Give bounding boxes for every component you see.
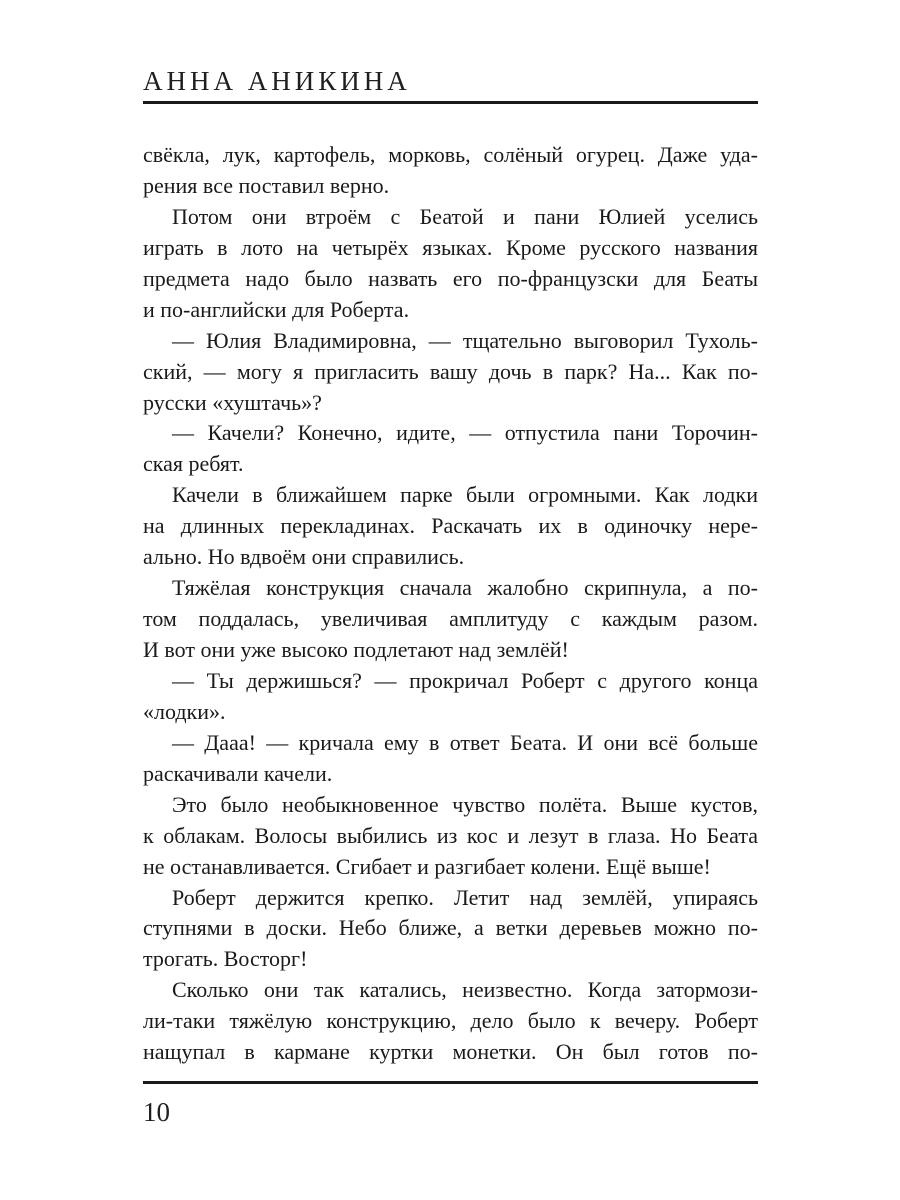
text-line: ская ребят.: [143, 451, 244, 477]
text-line: не останавливается. Сгибает и разгибает колени. Ещё выше!: [143, 853, 711, 879]
text-line: трогать. Восторг!: [143, 946, 308, 972]
text-line: Потом они втроём с Беатой и пани Юлией уселись: [172, 203, 758, 229]
text-line: — Ты держишься? — прокричал Роберт с другого конца: [172, 667, 758, 693]
text-line: ский, — могу я пригласить вашу дочь в парк? На... Как по-: [143, 358, 758, 384]
text-line: Роберт держится крепко. Летит над землёй, упираясь: [172, 884, 758, 910]
text-line: И вот они уже высоко подлетают над землёй!: [143, 637, 569, 662]
text-line: играть в лото на четырёх языках. Кроме русского названия: [143, 234, 758, 260]
text-line: свёкла, лук, картофель, морковь, солёный огурец. Даже уда-: [143, 142, 758, 167]
text-line: ступнями в доски. Небо ближе, а ветки деревьев можно по-: [143, 915, 758, 941]
text-line: ально. Но вдвоём они справились.: [143, 544, 465, 570]
text-line: предмета надо было назвать его по-французски для Беаты: [143, 265, 758, 291]
text-line: — Дааа! — кричала ему в ответ Беата. И они всё больше: [172, 729, 758, 755]
text-line: русски «хуштачь»?: [143, 389, 322, 415]
text-line: рения все поставил верно.: [143, 172, 390, 198]
text-line: нащупал в кармане куртки монетки. Он был готов по-: [143, 1039, 758, 1065]
text-line: Тяжёлая конструкция сначала жалобно скрипнула, а по-: [172, 575, 758, 601]
text-line: на длинных перекладинах. Раскачать их в одиночку нере-: [143, 513, 758, 539]
footer-rule: [143, 1081, 758, 1084]
page-number: 10: [143, 1097, 170, 1127]
text-line: и по-английски для Роберта.: [143, 296, 410, 322]
text-line: Сколько они так катались, неизвестно. Когда затормози-: [172, 977, 758, 1003]
text-line: том поддалась, увеличивая амплитуду с каждым разом.: [143, 606, 758, 632]
running-header-author: АННА АНИКИНА: [143, 66, 411, 96]
text-line: «лодки».: [143, 698, 226, 724]
header-rule: [143, 101, 758, 104]
text-line: Это было необыкновенное чувство полёта. Выше кустов,: [172, 791, 758, 817]
text-line: к облакам. Волосы выбились из кос и лезут в глаза. Но Беата: [143, 822, 758, 848]
text-line: ли-таки тяжёлую конструкцию, дело было к вечеру. Роберт: [143, 1008, 758, 1034]
text-line: раскачивали качели.: [143, 760, 333, 786]
text-line: — Юлия Владимировна, — тщательно выговорил Тухоль-: [172, 327, 758, 353]
page-body: [143, 140, 758, 1068]
text-line: — Качели? Конечно, идите, — отпустила пани Торочин-: [172, 420, 758, 446]
text-line: Качели в ближайшем парке были огромными. Как лодки: [172, 482, 758, 508]
